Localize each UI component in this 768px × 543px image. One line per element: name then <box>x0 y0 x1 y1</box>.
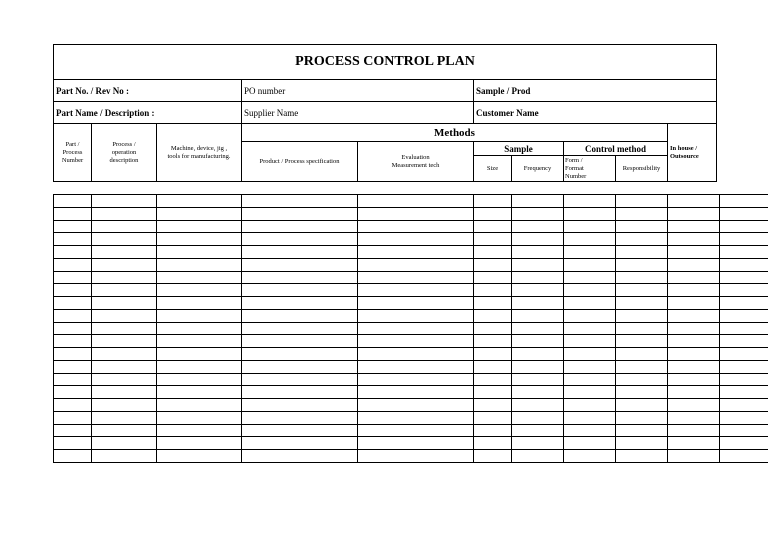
table-cell[interactable] <box>512 271 564 284</box>
table-cell[interactable] <box>564 233 616 246</box>
table-cell[interactable] <box>720 411 768 424</box>
table-cell[interactable] <box>616 322 668 335</box>
table-cell[interactable] <box>242 322 358 335</box>
part-no-field[interactable]: Part No. / Rev No : <box>54 80 242 102</box>
table-row <box>54 424 768 437</box>
table-cell[interactable] <box>54 297 92 310</box>
table-row <box>54 399 768 412</box>
table-cell[interactable] <box>54 207 92 220</box>
table-cell[interactable] <box>616 399 668 412</box>
methods-heading: Methods <box>242 124 668 142</box>
table-cell[interactable] <box>616 360 668 373</box>
table-cell[interactable] <box>668 207 720 220</box>
table-cell[interactable] <box>358 246 474 259</box>
table-cell[interactable] <box>720 360 768 373</box>
table-cell[interactable] <box>54 322 92 335</box>
table-cell[interactable] <box>564 258 616 271</box>
table-cell[interactable] <box>668 411 720 424</box>
table-cell[interactable] <box>668 335 720 348</box>
table-cell[interactable] <box>564 195 616 208</box>
table-row <box>54 309 768 322</box>
table-cell[interactable] <box>157 220 242 233</box>
table-cell[interactable] <box>564 335 616 348</box>
table-cell[interactable] <box>157 309 242 322</box>
table-cell[interactable] <box>720 437 768 450</box>
table-cell[interactable] <box>474 271 512 284</box>
table-cell[interactable] <box>616 207 668 220</box>
table-cell[interactable] <box>720 207 768 220</box>
table-cell[interactable] <box>720 373 768 386</box>
table-cell[interactable] <box>616 437 668 450</box>
table-cell[interactable] <box>358 373 474 386</box>
table-cell[interactable] <box>720 271 768 284</box>
table-cell[interactable] <box>668 297 720 310</box>
table-cell[interactable] <box>157 386 242 399</box>
table-cell[interactable] <box>616 386 668 399</box>
table-cell[interactable] <box>616 297 668 310</box>
table-cell[interactable] <box>242 207 358 220</box>
table-cell[interactable] <box>512 411 564 424</box>
table-cell[interactable] <box>54 399 92 412</box>
table-row <box>54 297 768 310</box>
table-cell[interactable] <box>720 284 768 297</box>
table-cell[interactable] <box>720 297 768 310</box>
table-cell[interactable] <box>157 335 242 348</box>
table-cell[interactable] <box>157 207 242 220</box>
table-row <box>54 246 768 259</box>
table-cell[interactable] <box>92 322 157 335</box>
table-cell[interactable] <box>616 309 668 322</box>
table-cell[interactable] <box>54 220 92 233</box>
table-cell[interactable] <box>358 297 474 310</box>
table-cell[interactable] <box>720 309 768 322</box>
table-cell[interactable] <box>92 284 157 297</box>
table-cell[interactable] <box>474 207 512 220</box>
table-cell[interactable] <box>474 284 512 297</box>
table-cell[interactable] <box>92 271 157 284</box>
table-cell[interactable] <box>242 246 358 259</box>
table-cell[interactable] <box>668 271 720 284</box>
table-cell[interactable] <box>157 258 242 271</box>
table-cell[interactable] <box>474 348 512 361</box>
table-cell[interactable] <box>92 348 157 361</box>
table-cell[interactable] <box>157 348 242 361</box>
table-cell[interactable] <box>242 195 358 208</box>
table-cell[interactable] <box>668 348 720 361</box>
col-responsibility: Responsibility <box>616 156 668 182</box>
table-cell[interactable] <box>242 309 358 322</box>
table-cell[interactable] <box>668 195 720 208</box>
table-cell[interactable] <box>512 360 564 373</box>
table-cell[interactable] <box>474 309 512 322</box>
table-cell[interactable] <box>157 424 242 437</box>
table-cell[interactable] <box>92 373 157 386</box>
table-cell[interactable] <box>54 195 92 208</box>
table-cell[interactable] <box>54 360 92 373</box>
table-row <box>54 450 768 463</box>
table-cell[interactable] <box>720 195 768 208</box>
table-row <box>54 220 768 233</box>
table-row <box>54 195 768 208</box>
table-row <box>54 271 768 284</box>
table-cell[interactable] <box>54 386 92 399</box>
table-cell[interactable] <box>54 258 92 271</box>
table-cell[interactable] <box>358 450 474 463</box>
table-cell[interactable] <box>564 411 616 424</box>
table-cell[interactable] <box>157 411 242 424</box>
table-cell[interactable] <box>92 220 157 233</box>
table-cell[interactable] <box>720 424 768 437</box>
sample-heading: Sample <box>474 142 564 156</box>
table-cell[interactable] <box>616 424 668 437</box>
table-row <box>54 258 768 271</box>
table-cell[interactable] <box>358 258 474 271</box>
table-row <box>54 284 768 297</box>
table-cell[interactable] <box>358 271 474 284</box>
table-cell[interactable] <box>616 348 668 361</box>
table-cell[interactable] <box>512 195 564 208</box>
table-cell[interactable] <box>358 437 474 450</box>
table-cell[interactable] <box>512 220 564 233</box>
table-cell[interactable] <box>474 386 512 399</box>
table-cell[interactable] <box>157 284 242 297</box>
table-cell[interactable] <box>720 348 768 361</box>
table-cell[interactable] <box>720 386 768 399</box>
table-cell[interactable] <box>474 220 512 233</box>
col-machine-tools: Machine, device, jig , tools for manufacturing. <box>157 124 242 182</box>
table-cell[interactable] <box>358 348 474 361</box>
col-part-process-number: Part / Process Number <box>54 124 92 182</box>
table-cell[interactable] <box>54 309 92 322</box>
table-cell[interactable] <box>358 207 474 220</box>
table-cell[interactable] <box>92 437 157 450</box>
po-number-field[interactable]: PO number <box>242 80 474 102</box>
table-cell[interactable] <box>157 271 242 284</box>
table-cell[interactable] <box>474 233 512 246</box>
table-cell[interactable] <box>564 437 616 450</box>
table-cell[interactable] <box>564 399 616 412</box>
table-cell[interactable] <box>668 246 720 259</box>
table-cell[interactable] <box>668 284 720 297</box>
col-inhouse-outsource: In house / Outsource <box>668 124 717 182</box>
table-cell[interactable] <box>242 335 358 348</box>
table-cell[interactable] <box>564 297 616 310</box>
table-cell[interactable] <box>720 233 768 246</box>
table-cell[interactable] <box>242 424 358 437</box>
col-process-operation: Process / operation description <box>92 124 157 182</box>
table-cell[interactable] <box>720 450 768 463</box>
table-cell[interactable] <box>668 437 720 450</box>
table-cell[interactable] <box>564 220 616 233</box>
table-cell[interactable] <box>474 424 512 437</box>
col-form-format: Form / Format Number <box>564 156 616 182</box>
table-cell[interactable] <box>54 411 92 424</box>
table-cell[interactable] <box>92 309 157 322</box>
table-cell[interactable] <box>512 399 564 412</box>
table-cell[interactable] <box>512 450 564 463</box>
table-row <box>54 360 768 373</box>
table-cell[interactable] <box>242 271 358 284</box>
table-row <box>54 207 768 220</box>
part-name-field[interactable]: Part Name / Description : <box>54 102 242 124</box>
table-cell[interactable] <box>668 233 720 246</box>
table-cell[interactable] <box>668 424 720 437</box>
table-cell[interactable] <box>242 373 358 386</box>
table-cell[interactable] <box>358 233 474 246</box>
table-cell[interactable] <box>474 360 512 373</box>
table-cell[interactable] <box>668 386 720 399</box>
table-cell[interactable] <box>358 322 474 335</box>
table-cell[interactable] <box>616 284 668 297</box>
table-cell[interactable] <box>92 297 157 310</box>
table-cell[interactable] <box>512 437 564 450</box>
col-product-spec: Product / Process specification <box>242 142 358 182</box>
table-cell[interactable] <box>720 258 768 271</box>
table-cell[interactable] <box>242 399 358 412</box>
table-cell[interactable] <box>242 258 358 271</box>
table-cell[interactable] <box>474 258 512 271</box>
table-cell[interactable] <box>157 233 242 246</box>
table-cell[interactable] <box>157 437 242 450</box>
table-cell[interactable] <box>616 195 668 208</box>
table-cell[interactable] <box>54 424 92 437</box>
table-row <box>54 373 768 386</box>
col-size: Size <box>474 156 512 182</box>
table-cell[interactable] <box>512 373 564 386</box>
table-cell[interactable] <box>242 386 358 399</box>
table-cell[interactable] <box>512 386 564 399</box>
table-cell[interactable] <box>54 373 92 386</box>
table-cell[interactable] <box>720 335 768 348</box>
table-cell[interactable] <box>92 411 157 424</box>
table-row <box>54 322 768 335</box>
table-cell[interactable] <box>92 424 157 437</box>
table-cell[interactable] <box>720 220 768 233</box>
table-cell[interactable] <box>92 399 157 412</box>
table-cell[interactable] <box>564 246 616 259</box>
table-cell[interactable] <box>512 233 564 246</box>
table-cell[interactable] <box>668 220 720 233</box>
table-cell[interactable] <box>474 437 512 450</box>
table-cell[interactable] <box>242 233 358 246</box>
table-cell[interactable] <box>358 335 474 348</box>
control-plan-header <box>53 44 717 182</box>
table-cell[interactable] <box>157 297 242 310</box>
table-cell[interactable] <box>668 322 720 335</box>
table-cell[interactable] <box>512 246 564 259</box>
table-cell[interactable] <box>616 373 668 386</box>
table-cell[interactable] <box>474 335 512 348</box>
sample-prod-field[interactable]: Sample / Prod <box>474 80 717 102</box>
table-cell[interactable] <box>512 309 564 322</box>
table-cell[interactable] <box>512 322 564 335</box>
table-cell[interactable] <box>564 207 616 220</box>
table-cell[interactable] <box>474 399 512 412</box>
table-cell[interactable] <box>54 450 92 463</box>
table-cell[interactable] <box>92 195 157 208</box>
table-cell[interactable] <box>720 322 768 335</box>
customer-name-field[interactable]: Customer Name <box>474 102 717 124</box>
table-cell[interactable] <box>616 233 668 246</box>
table-cell[interactable] <box>242 348 358 361</box>
table-cell[interactable] <box>616 335 668 348</box>
table-cell[interactable] <box>720 399 768 412</box>
table-row <box>54 386 768 399</box>
table-cell[interactable] <box>512 297 564 310</box>
table-cell[interactable] <box>242 220 358 233</box>
table-cell[interactable] <box>358 411 474 424</box>
table-cell[interactable] <box>512 284 564 297</box>
table-cell[interactable] <box>474 322 512 335</box>
table-cell[interactable] <box>242 284 358 297</box>
table-cell[interactable] <box>92 335 157 348</box>
table-cell[interactable] <box>54 271 92 284</box>
table-cell[interactable] <box>157 373 242 386</box>
table-cell[interactable] <box>668 399 720 412</box>
table-cell[interactable] <box>720 246 768 259</box>
table-cell[interactable] <box>616 271 668 284</box>
table-cell[interactable] <box>92 258 157 271</box>
table-cell[interactable] <box>564 373 616 386</box>
table-cell[interactable] <box>358 195 474 208</box>
table-cell[interactable] <box>668 450 720 463</box>
table-row <box>54 335 768 348</box>
control-method-heading: Control method <box>564 142 668 156</box>
table-cell[interactable] <box>668 360 720 373</box>
table-cell[interactable] <box>668 258 720 271</box>
table-cell[interactable] <box>668 309 720 322</box>
entry-grid <box>53 194 768 463</box>
table-cell[interactable] <box>242 437 358 450</box>
table-cell[interactable] <box>512 348 564 361</box>
table-cell[interactable] <box>564 322 616 335</box>
table-cell[interactable] <box>474 450 512 463</box>
table-cell[interactable] <box>242 360 358 373</box>
table-cell[interactable] <box>616 258 668 271</box>
table-cell[interactable] <box>512 335 564 348</box>
table-cell[interactable] <box>92 386 157 399</box>
table-cell[interactable] <box>474 373 512 386</box>
table-cell[interactable] <box>668 373 720 386</box>
table-cell[interactable] <box>616 411 668 424</box>
table-cell[interactable] <box>564 309 616 322</box>
table-cell[interactable] <box>157 246 242 259</box>
table-cell[interactable] <box>54 335 92 348</box>
table-cell[interactable] <box>564 284 616 297</box>
table-cell[interactable] <box>474 411 512 424</box>
table-cell[interactable] <box>616 246 668 259</box>
table-row <box>54 411 768 424</box>
table-cell[interactable] <box>564 360 616 373</box>
table-cell[interactable] <box>358 360 474 373</box>
table-cell[interactable] <box>564 271 616 284</box>
table-cell[interactable] <box>92 207 157 220</box>
table-cell[interactable] <box>157 195 242 208</box>
table-cell[interactable] <box>564 450 616 463</box>
table-cell[interactable] <box>474 297 512 310</box>
table-cell[interactable] <box>92 233 157 246</box>
table-cell[interactable] <box>157 450 242 463</box>
table-row <box>54 437 768 450</box>
table-cell[interactable] <box>564 348 616 361</box>
table-cell[interactable] <box>92 450 157 463</box>
table-cell[interactable] <box>564 424 616 437</box>
table-row <box>54 348 768 361</box>
table-cell[interactable] <box>512 207 564 220</box>
table-cell[interactable] <box>157 399 242 412</box>
table-cell[interactable] <box>616 220 668 233</box>
table-cell[interactable] <box>358 399 474 412</box>
table-cell[interactable] <box>358 309 474 322</box>
table-cell[interactable] <box>474 246 512 259</box>
col-frequency: Frequency <box>512 156 564 182</box>
table-cell[interactable] <box>54 348 92 361</box>
table-cell[interactable] <box>358 220 474 233</box>
table-cell[interactable] <box>616 450 668 463</box>
table-cell[interactable] <box>358 424 474 437</box>
table-cell[interactable] <box>242 411 358 424</box>
table-cell[interactable] <box>474 195 512 208</box>
table-cell[interactable] <box>54 233 92 246</box>
table-cell[interactable] <box>54 246 92 259</box>
page-title: PROCESS CONTROL PLAN <box>54 45 717 80</box>
table-cell[interactable] <box>242 297 358 310</box>
table-cell[interactable] <box>242 450 358 463</box>
table-cell[interactable] <box>157 360 242 373</box>
table-cell[interactable] <box>54 284 92 297</box>
table-cell[interactable] <box>512 424 564 437</box>
table-cell[interactable] <box>358 284 474 297</box>
table-row <box>54 233 768 246</box>
table-cell[interactable] <box>157 322 242 335</box>
col-evaluation: Evaluation Measurement tech <box>358 142 474 182</box>
table-cell[interactable] <box>54 437 92 450</box>
table-cell[interactable] <box>564 386 616 399</box>
table-cell[interactable] <box>358 386 474 399</box>
table-cell[interactable] <box>92 360 157 373</box>
table-cell[interactable] <box>92 246 157 259</box>
table-cell[interactable] <box>512 258 564 271</box>
supplier-name-field[interactable]: Supplier Name <box>242 102 474 124</box>
